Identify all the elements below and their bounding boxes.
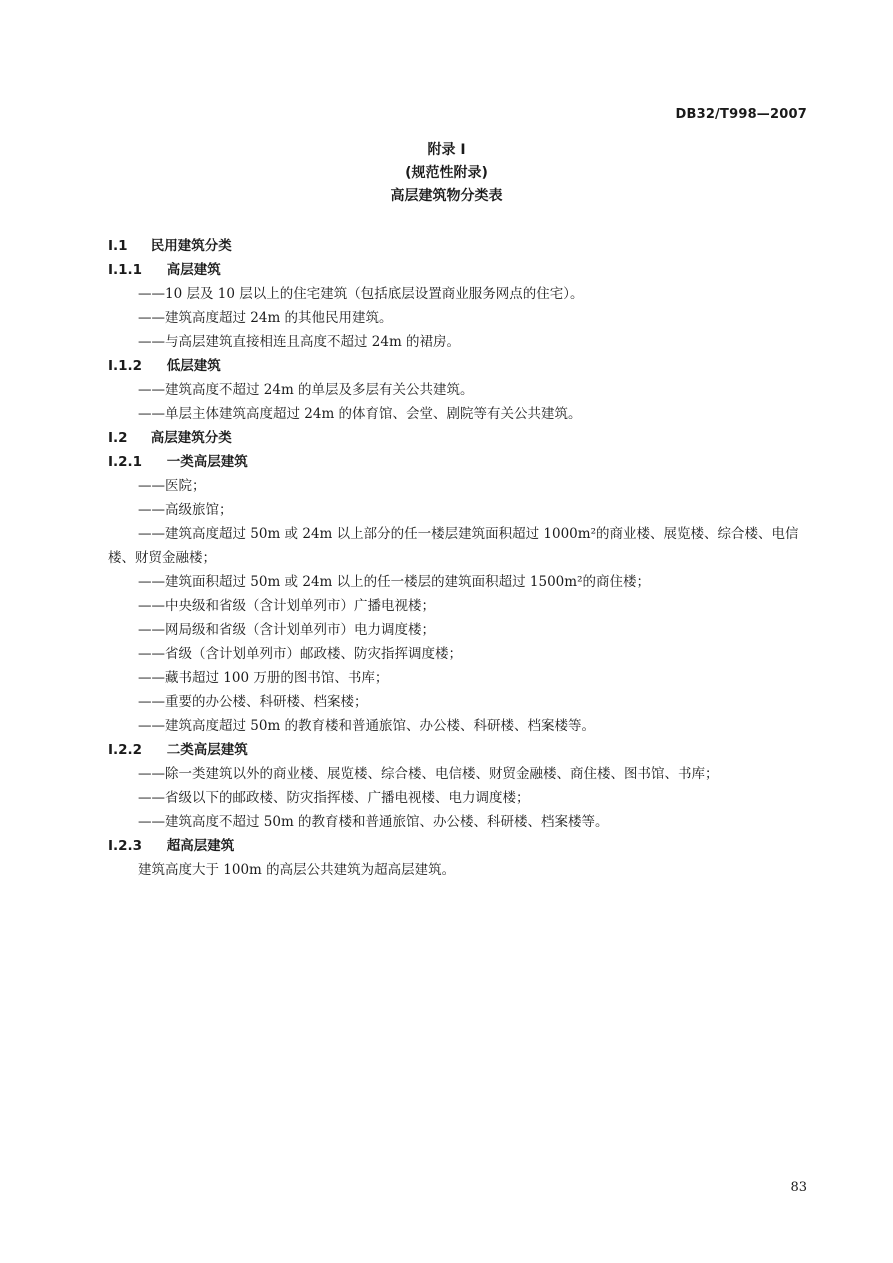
list-item: ——建筑高度超过 50m 或 24m 以上部分的任一楼层建筑面积超过 1000m²的商业楼、展览楼、综合楼、电信楼、财贸金融楼； — [108, 526, 799, 566]
appendix-title-block — [0, 139, 893, 208]
list-item: ——与高层建筑直接相连且高度不超过 24m 的裙房。 — [138, 334, 461, 350]
list-item: ——中央级和省级（含计划单列市）广播电视楼； — [138, 598, 435, 614]
document-body — [108, 234, 808, 882]
list-item: ——建筑高度不超过 50m 的教育楼和普通旅馆、办公楼、科研楼、档案楼等。 — [138, 814, 609, 830]
document-number: DB32/T998—2007 — [675, 107, 807, 122]
section-number: I.2 — [108, 430, 128, 446]
paragraph: 建筑高度大于 100m 的高层公共建筑为超高层建筑。 — [138, 862, 456, 878]
subsection-title: 低层建筑 — [166, 358, 221, 374]
section-number: I.1 — [108, 238, 128, 254]
list-item: ——除一类建筑以外的商业楼、展览楼、综合楼、电信楼、财贸金融楼、商住楼、图书馆、书库； — [138, 766, 719, 782]
subsection-heading — [108, 354, 808, 378]
subsection-number: I.1.1 — [108, 262, 143, 278]
list-item: ——高级旅馆； — [138, 502, 233, 518]
appendix-name: 高层建筑物分类表 — [390, 188, 503, 204]
subsection-number: I.2.1 — [108, 454, 143, 470]
list-item: ——医院； — [138, 478, 206, 494]
subsection-number: I.1.2 — [108, 358, 143, 374]
list-item: ——建筑面积超过 50m 或 24m 以上的任一楼层的建筑面积超过 1500m²的商住楼； — [138, 574, 650, 590]
subsection-heading — [108, 834, 808, 858]
appendix-label: 附录 I — [427, 142, 466, 158]
subsection-heading — [108, 258, 808, 282]
list-item: ——建筑高度超过 24m 的其他民用建筑。 — [138, 310, 393, 326]
list-item: ——省级（含计划单列市）邮政楼、防灾指挥调度楼； — [138, 646, 462, 662]
list-item: ——建筑高度超过 50m 的教育楼和普通旅馆、办公楼、科研楼、档案楼等。 — [138, 718, 596, 734]
subsection-heading — [108, 738, 808, 762]
list-item: ——藏书超过 100 万册的图书馆、书库； — [138, 670, 389, 686]
list-item: ——10 层及 10 层以上的住宅建筑（包括底层设置商业服务网点的住宅）。 — [138, 286, 584, 302]
list-item: ——建筑高度不超过 24m 的单层及多层有关公共建筑。 — [138, 382, 474, 398]
subsection-title: 一类高层建筑 — [166, 454, 248, 470]
list-item: ——网局级和省级（含计划单列市）电力调度楼； — [138, 622, 435, 638]
page-number: 83 — [790, 1180, 807, 1195]
subsection-number: I.2.3 — [108, 838, 143, 854]
subsection-title: 超高层建筑 — [166, 838, 235, 854]
list-item: ——单层主体建筑高度超过 24m 的体育馆、会堂、剧院等有关公共建筑。 — [138, 406, 582, 422]
list-item: ——省级以下的邮政楼、防灾指挥楼、广播电视楼、电力调度楼； — [138, 790, 530, 806]
section-heading — [108, 234, 808, 258]
subsection-title: 二类高层建筑 — [166, 742, 248, 758]
list-item: ——重要的办公楼、科研楼、档案楼； — [138, 694, 368, 710]
section-title: 民用建筑分类 — [150, 238, 232, 254]
section-heading — [108, 426, 808, 450]
subsection-number: I.2.2 — [108, 742, 143, 758]
subsection-title: 高层建筑 — [166, 262, 221, 278]
section-title: 高层建筑分类 — [150, 430, 232, 446]
appendix-type: (规范性附录) — [405, 165, 488, 181]
subsection-heading — [108, 450, 808, 474]
